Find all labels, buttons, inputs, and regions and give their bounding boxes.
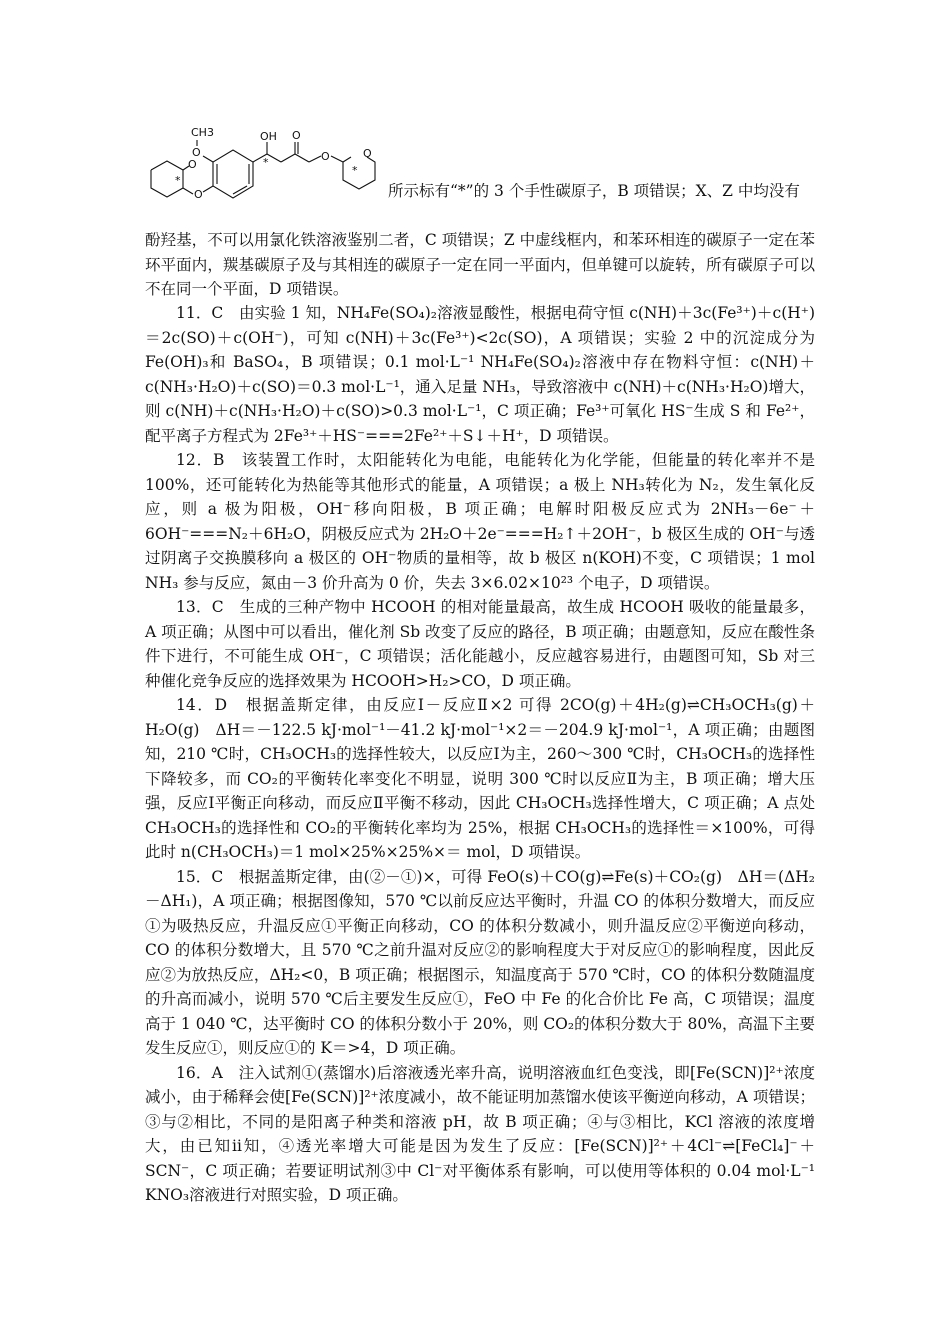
o-ring-left-label: O [188, 158, 197, 171]
chiral-star-2: * [263, 156, 269, 169]
answer-item-16: 16．A 注入试剂①(蒸馏水)后溶液透光率升高，说明溶液血红色变浅，即[Fe(SCN)]²⁺浓度减小，由于稀释会使[Fe(SCN)]²⁺浓度减小，故不能证明加蒸馏水使该平衡逆向移动，A 项错误；③与②相比，不同的是阳离子种类和溶液 pH，故 B 项正确；④与③相比，KCl 溶液的浓度增大，由已知ⅱ知，④透光率增大可能是因为发生了反应：[Fe(SCN)]²⁺＋4Cl⁻⇌[FeCl₄]⁻＋SCN⁻，C 项正确；若要证明试剂③中 Cl⁻对平衡体系有影响，可以使用等体积的 0.04 mol·L⁻¹ KNO₃溶液进行对照实验，D 项正确。 [145, 1063, 815, 1204]
molecule-structure [145, 118, 390, 206]
molecule-caption-tail: 所示标有“*”的 3 个手性碳原子，B 项错误；X、Z 中均没有 [388, 182, 800, 200]
oh-label: OH [260, 130, 277, 143]
benzene-ring [213, 150, 253, 198]
answer-item-12: 12．B 该装置工作时，太阳能转化为电能，电能转化为化学能，但能量的转化率并不是 100%，还可能转化为热能等其他形式的能量，A 项错误；a 极上 NH₃转化为 N₂，发生氧化反应，则 a 极为阳极，OH⁻移向阳极，B 项正确；电解时阳极反应式为 2NH₃－6e⁻＋6OH⁻===N₂＋6H₂O，阴极反应式为 2H₂O＋2e⁻===H₂↑＋2OH⁻，b 极区生成的 OH⁻与透过阴离子交换膜移向 a 极区的 OH⁻物质的量相等，故 b 极区 n(KOH)不变，C 项错误；1 mol NH₃ 参与反应，氮由－3 价升高为 0 价，失去 3×6.02×10²³ 个电子，D 项错误。 [145, 451, 815, 592]
answer-item-14: 14．D 根据盖斯定律，由反应Ⅰ－反应Ⅱ×2 可得 2CO(g)＋4H₂(g)⇌CH₃OCH₃(g)＋H₂O(g) ΔH＝－122.5 kJ·mol⁻¹－41.2 kJ·mol⁻¹×2＝－204.9 kJ·mol⁻¹，A 项正确；由题图知，210 ℃时，CH₃OCH₃的选择性较大，以反应Ⅰ为主，260～300 ℃时，CH₃OCH₃的选择性下降较多，而 CO₂的平衡转化率变化不明显，说明 300 ℃时以反应Ⅱ为主，B 项正确；增大压强，反应Ⅰ平衡正向移动，而反应Ⅱ平衡不移动，因此 CH₃OCH₃选择性增大，C 项正确；A 点处 CH₃OCH₃的选择性和 CO₂的平衡转化率均为 25%，根据 CH₃OCH₃的选择性＝×100%，可得此时 n(CH₃OCH₃)＝1 mol×25%×25%×＝ mol，D 项错误。 [145, 696, 815, 861]
chiral-star-3: * [352, 164, 358, 177]
continuation-paragraph: 酚羟基，不可以用氯化铁溶液鉴别二者，C 项错误；Z 中虚线框内，和苯环相连的碳原子一定在苯环平面内，羰基碳原子及与其相连的碳原子一定在同一平面内，但单键可以旋转，所有碳原子可以不在同一个平面，D 项错误。 [145, 231, 815, 298]
o-methoxy-label: O [192, 146, 201, 159]
answer-item-13: 13．C 生成的三种产物中 HCOOH 的相对能量最高，故生成 HCOOH 吸收的能量最多，A 项正确；从图中可以看出，催化剂 Sb 改变了反应的路径，B 项正确；由题意知，反应在酸性条件下进行，不可能生成 OH⁻，C 项错误；活化能越小，反应越容易进行，由题图可知，Sb 对三种催化竞争反应的选择效果为 HCOOH>H₂>CO，D 项正确。 [145, 598, 815, 690]
chiral-star-1: * [175, 174, 181, 187]
o-ring-right-label: O [363, 147, 372, 160]
ch3-label: CH3 [191, 126, 214, 139]
o-carbonyl-label: O [292, 129, 301, 142]
o-ether-left-label: O [194, 188, 203, 201]
o-ether-right-label: O [321, 150, 330, 163]
answer-item-15: 15．C 根据盖斯定律，由(②－①)×，可得 FeO(s)＋CO(g)⇌Fe(s)＋CO₂(g) ΔH＝(ΔH₂－ΔH₁)，A 项正确；根据图像知，570 ℃以前反应达平衡时，升温 CO 的体积分数增大，而反应①为吸热反应，升温反应①平衡正向移动，CO 的体积分数减小，则升温反应②平衡逆向移动，CO 的体积分数增大，且 570 ℃之前升温对反应②的影响程度大于对反应①的影响程度，因此反应②为放热反应，ΔH₂<0，B 项正确；根据图示，知温度高于 570 ℃时，CO 的体积分数随温度的升高而减小，说明 570 ℃后主要发生反应①，FeO 中 Fe 的化合价比 Fe 高，C 项错误；温度高于 1 040 ℃，达平衡时 CO 的体积分数小于 20%，则 CO₂的体积分数大于 80%，高温下主要发生反应①，则反应①的 K＝>4，D 项正确。 [145, 867, 815, 1057]
answer-item-11: 11．C 由实验 1 知，NH₄Fe(SO₄)₂溶液显酸性，根据电荷守恒 c(NH)＋3c(Fe³⁺)＋c(H⁺)＝2c(SO)＋c(OH⁻)，可知 c(NH)＋3c(Fe³⁺)<2c(SO)，A 项错误；实验 2 中的沉淀成分为 Fe(OH)₃和 BaSO₄，B 项错误；0.1 mol·L⁻¹ NH₄Fe(SO₄)₂溶液中存在物料守恒：c(NH)＋c(NH₃·H₂O)＋c(SO)＝0.3 mol·L⁻¹，通入足量 NH₃，导致溶液中 c(NH)＋c(NH₃·H₂O)增大，则 c(NH)＋c(NH₃·H₂O)＋c(SO)>0.3 mol·L⁻¹，C 项正确；Fe³⁺可氧化 HS⁻生成 S 和 Fe²⁺，配平离子方程式为 2Fe³⁺＋HS⁻===2Fe²⁺＋S↓＋H⁺，D 项错误。 [145, 304, 815, 445]
right-ring [343, 157, 375, 189]
answer-list [145, 301, 815, 1208]
